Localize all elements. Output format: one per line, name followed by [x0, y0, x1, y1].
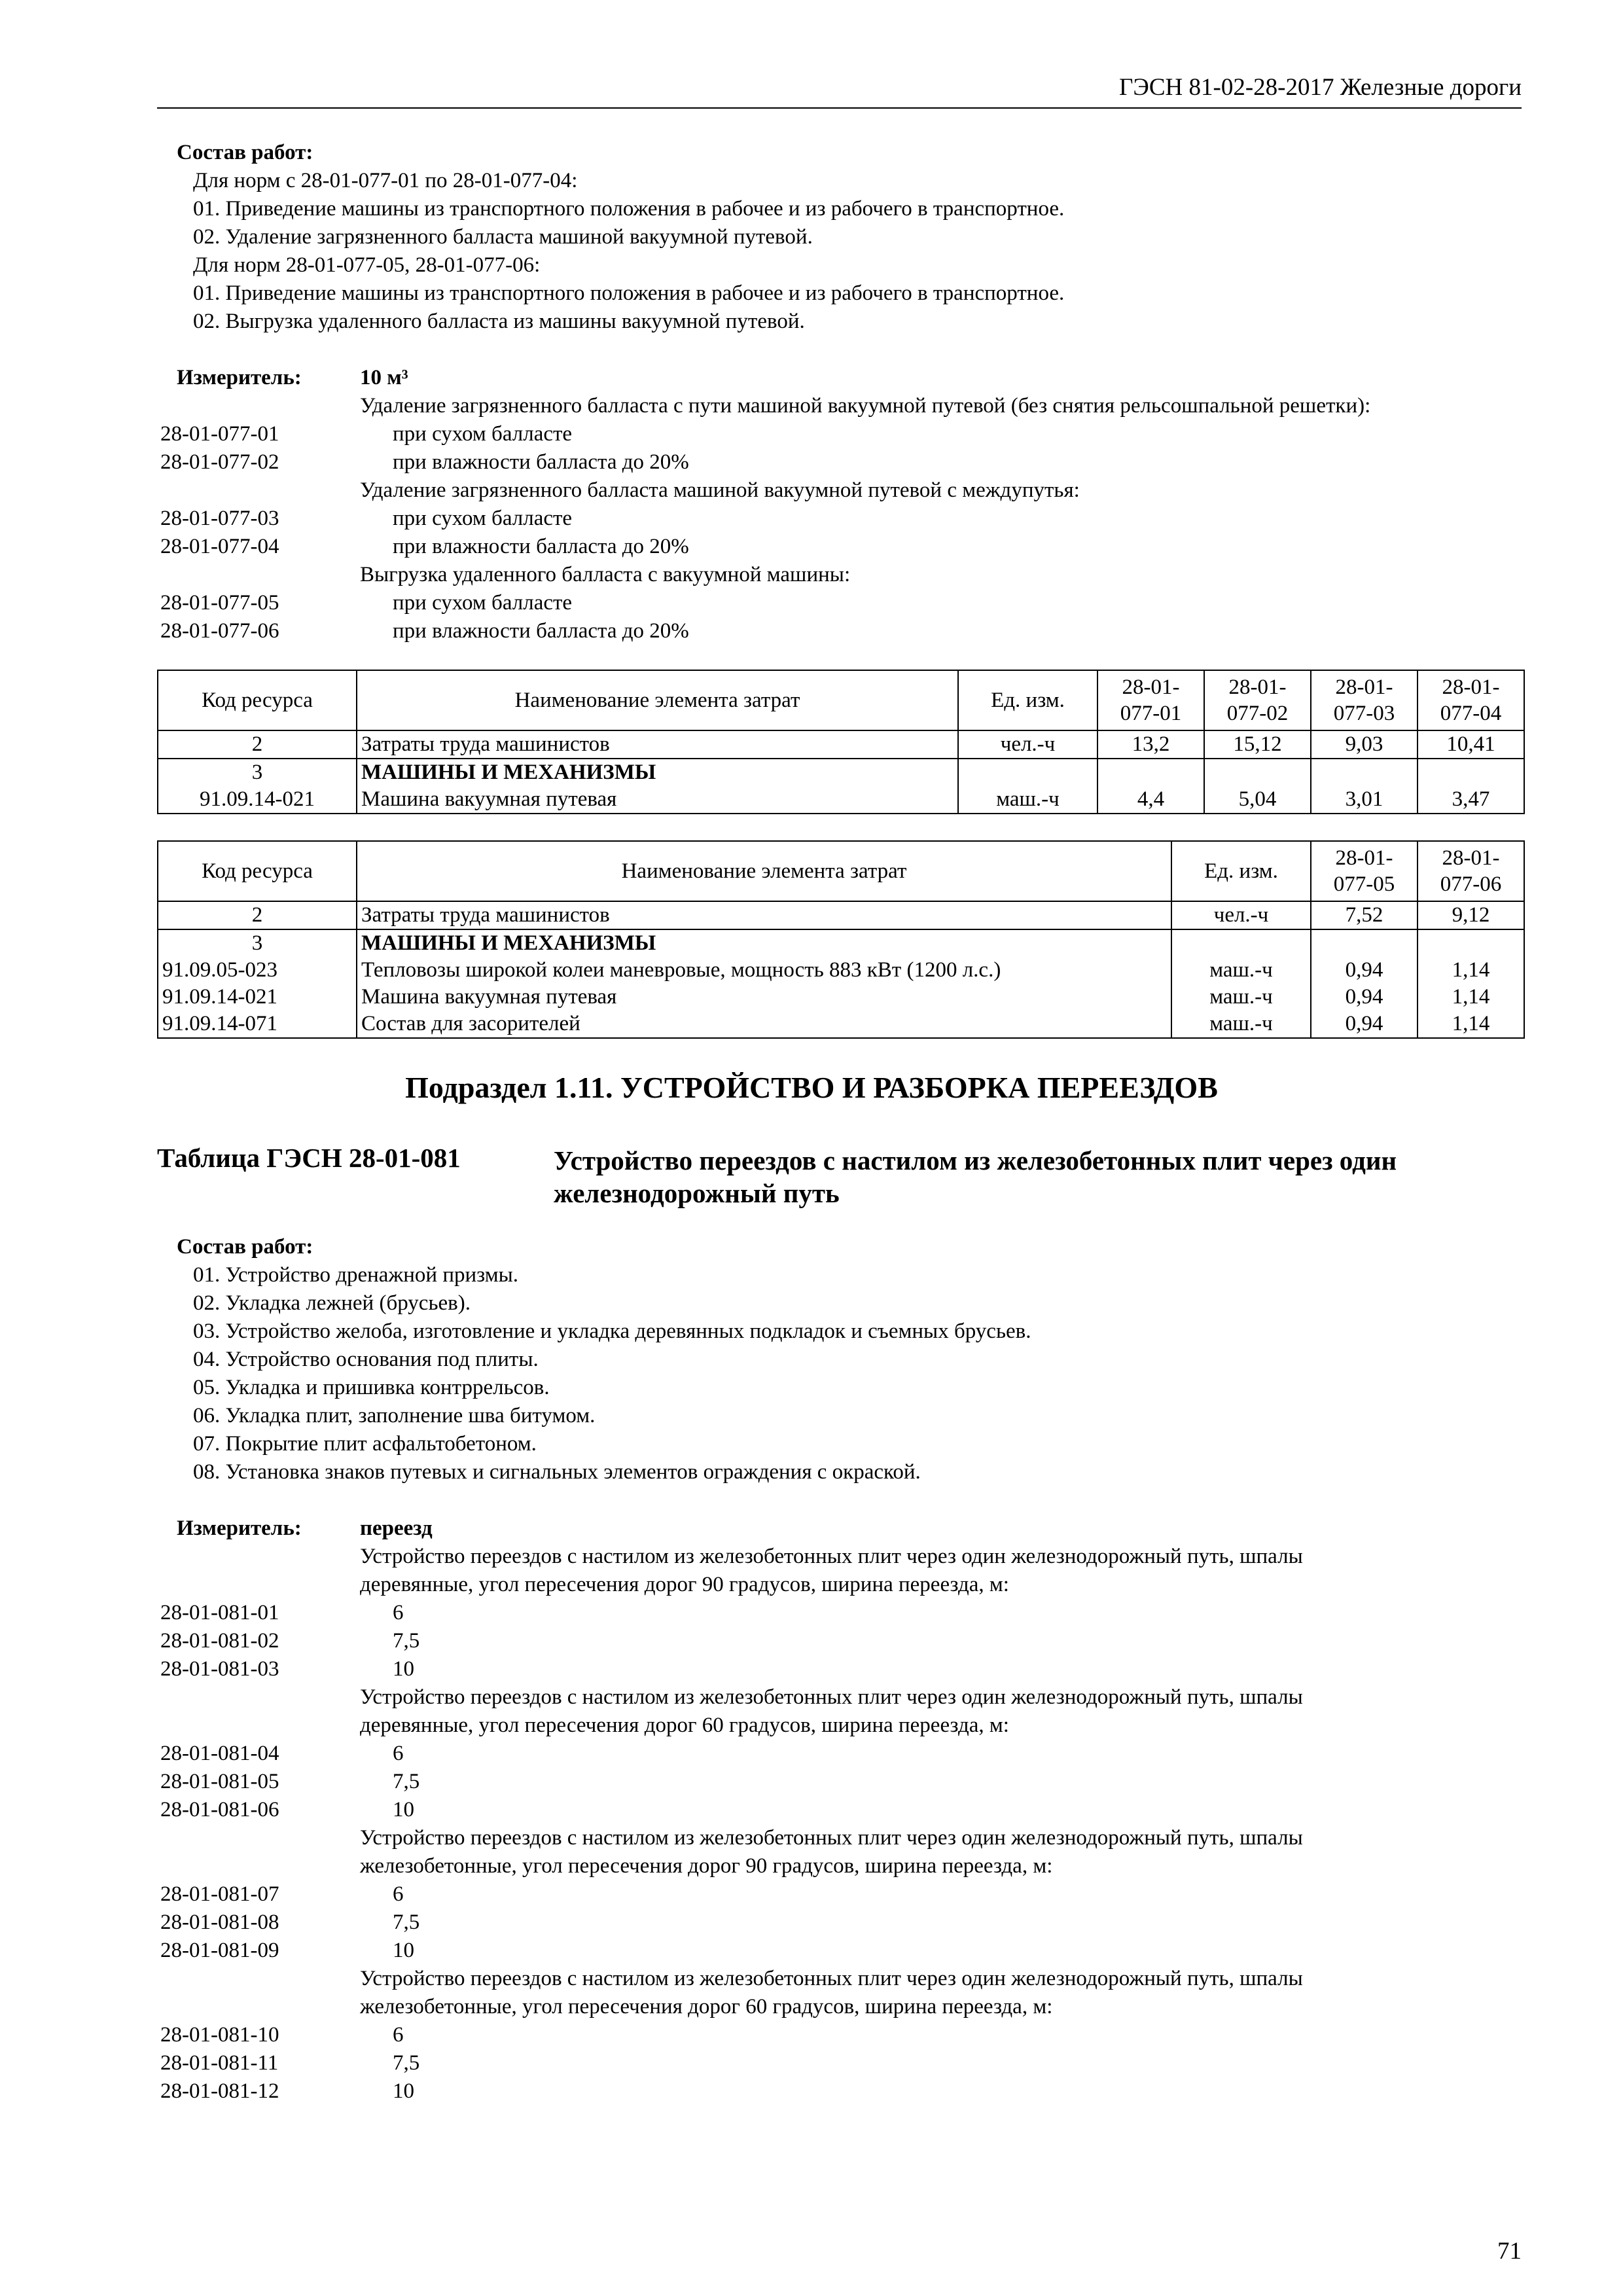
header-norm: 28-01- 077-05	[1311, 841, 1418, 901]
measure-row: 28-01-081-02 7,5	[160, 1629, 420, 1653]
measure-row: 28-01-077-02 при влажности балласта до 20%	[160, 450, 689, 474]
measure-row: 28-01-081-09 10	[160, 1939, 414, 1962]
measure-row: 28-01-077-03 при сухом балласте	[160, 507, 573, 530]
measure-row: 28-01-077-01 при сухом балласте	[160, 422, 573, 446]
composition-line: 02. Укладка лежней (брусьев).	[193, 1291, 471, 1315]
composition-line: 08. Установка знаков путевых и сигнальных элементов ограждения с окраской.	[193, 1460, 921, 1484]
measure-row: 28-01-081-12 10	[160, 2079, 414, 2103]
table-label: Таблица ГЭСН 28-01-081	[157, 1143, 461, 1173]
measure-unit-2: переезд	[360, 1516, 433, 1540]
measure-row: Устройство переездов с настилом из железобетонных плит через один железнодорожный путь, шпалы	[360, 1967, 1303, 1990]
composition-title-1: Состав работ:	[177, 141, 313, 164]
measure-row: 28-01-081-01 6	[160, 1601, 404, 1624]
measure-row: 28-01-077-06 при влажности балласта до 20%	[160, 619, 689, 643]
measure-label-2: Измеритель:	[177, 1516, 302, 1540]
measure-row: Удаление загрязненного балласта с пути машиной вакуумной путевой (без снятия рельсошпальной решетки):	[360, 394, 1371, 418]
table-row: 91.09.05-023 Тепловозы широкой колеи маневровые, мощность 883 кВт (1200 л.с.) маш.-ч 0,94 1,14	[158, 957, 1524, 984]
measure-row: Устройство переездов с настилом из железобетонных плит через один железнодорожный путь, шпалы	[360, 1826, 1303, 1850]
measure-row: 28-01-081-04 6	[160, 1742, 404, 1765]
page-header: ГЭСН 81-02-28-2017 Железные дороги	[1119, 74, 1522, 101]
composition-line: 04. Устройство основания под плиты.	[193, 1348, 539, 1371]
resource-table-2	[157, 840, 1525, 1039]
composition-line: 01. Устройство дренажной призмы.	[193, 1263, 519, 1287]
measure-row: Выгрузка удаленного балласта с вакуумной машины:	[360, 563, 851, 586]
table-row: 91.09.14-021 Машина вакуумная путевая маш.-ч 4,4 5,04 3,01 3,47	[158, 786, 1524, 814]
table-row: 91.09.14-071 Состав для засорителей маш.-ч 0,94 1,14	[158, 1011, 1524, 1038]
measure-row: деревянные, угол пересечения дорог 90 градусов, ширина переезда, м:	[360, 1573, 1009, 1596]
composition-line: 02. Удаление загрязненного балласта машиной вакуумной путевой.	[193, 225, 813, 249]
measure-row: 28-01-081-03 10	[160, 1657, 414, 1681]
composition-list-1	[193, 167, 1064, 336]
table-row: 2 Затраты труда машинистов чел.-ч 13,2 15,12 9,03 10,41	[158, 730, 1524, 759]
header-rule	[157, 107, 1522, 109]
composition-line: 01. Приведение машины из транспортного положения в рабочее и из рабочего в транспортное.	[193, 281, 1065, 305]
composition-line: Для норм 28-01-077-05, 28-01-077-06:	[193, 253, 541, 277]
table-row: 91.09.14-021 Машина вакуумная путевая маш.-ч 0,94 1,14	[158, 984, 1524, 1011]
header-norm: 28-01- 077-04	[1418, 670, 1524, 730]
composition-line: 07. Покрытие плит асфальтобетоном.	[193, 1432, 537, 1456]
header-norm: 28-01- 077-06	[1418, 841, 1524, 901]
header-norm: 28-01- 077-03	[1311, 670, 1418, 730]
measure-label-1: Измеритель:	[177, 366, 302, 389]
measure-row: 28-01-081-06 10	[160, 1798, 414, 1821]
resource-table-1	[157, 670, 1525, 814]
header-norm: 28-01- 077-02	[1204, 670, 1311, 730]
header-norm: 28-01- 077-01	[1097, 670, 1204, 730]
composition-list-2	[193, 1261, 1031, 1486]
composition-title-2: Состав работ:	[177, 1235, 313, 1259]
header-code: Код ресурса	[158, 670, 357, 730]
header-name: Наименование элемента затрат	[357, 841, 1171, 901]
composition-line: 05. Укладка и пришивка контррельсов.	[193, 1376, 550, 1399]
measure-list-1	[0, 392, 1623, 645]
measure-unit-1: 10 м³	[360, 366, 408, 389]
composition-line: 01. Приведение машины из транспортного положения в рабочее и из рабочего в транспортное.	[193, 197, 1065, 221]
measure-row: деревянные, угол пересечения дорог 60 градусов, ширина переезда, м:	[360, 1713, 1009, 1737]
table-row: 3 МАШИНЫ И МЕХАНИЗМЫ	[158, 929, 1524, 957]
page-number: 71	[1497, 2238, 1522, 2265]
measure-row: 28-01-077-05 при сухом балласте	[160, 591, 573, 615]
table-header-row	[158, 670, 1524, 730]
measure-row: 28-01-081-07 6	[160, 1882, 404, 1906]
header-unit: Ед. изм.	[958, 670, 1097, 730]
measure-row: железобетонные, угол пересечения дорог 90 градусов, ширина переезда, м:	[360, 1854, 1053, 1878]
measure-row: 28-01-081-05 7,5	[160, 1770, 420, 1793]
table-header-row	[158, 841, 1524, 901]
measure-row: 28-01-081-10 6	[160, 2023, 404, 2047]
composition-line: 02. Выгрузка удаленного балласта из машины вакуумной путевой.	[193, 310, 805, 333]
table-row: 3 МАШИНЫ И МЕХАНИЗМЫ	[158, 759, 1524, 786]
table-row: 2 Затраты труда машинистов чел.-ч 7,52 9,12	[158, 901, 1524, 929]
measure-row: железобетонные, угол пересечения дорог 60 градусов, ширина переезда, м:	[360, 1995, 1053, 2018]
measure-row: Удаление загрязненного балласта машиной вакуумной путевой с междупутья:	[360, 478, 1080, 502]
measure-list-2	[0, 1543, 1623, 2106]
measure-row: Устройство переездов с настилом из железобетонных плит через один железнодорожный путь, шпалы	[360, 1685, 1303, 1709]
header-unit: Ед. изм.	[1171, 841, 1311, 901]
subsection-title: Подраздел 1.11. УСТРОЙСТВО И РАЗБОРКА ПЕРЕЕЗДОВ	[405, 1071, 1218, 1104]
header-code: Код ресурса	[158, 841, 357, 901]
composition-line: 03. Устройство желоба, изготовление и укладка деревянных подкладок и съемных брусьев.	[193, 1319, 1031, 1343]
header-name: Наименование элемента затрат	[357, 670, 958, 730]
table-title: Устройство переездов с настилом из железобетонных плит через один железнодорожный путь	[554, 1145, 1397, 1208]
measure-row: Устройство переездов с настилом из железобетонных плит через один железнодорожный путь, шпалы	[360, 1545, 1303, 1568]
measure-row: 28-01-081-08 7,5	[160, 1910, 420, 1934]
measure-row: 28-01-077-04 при влажности балласта до 20%	[160, 535, 689, 558]
measure-row: 28-01-081-11 7,5	[160, 2051, 420, 2075]
composition-line: Для норм с 28-01-077-01 по 28-01-077-04:	[193, 169, 578, 192]
composition-line: 06. Укладка плит, заполнение шва битумом.	[193, 1404, 596, 1427]
